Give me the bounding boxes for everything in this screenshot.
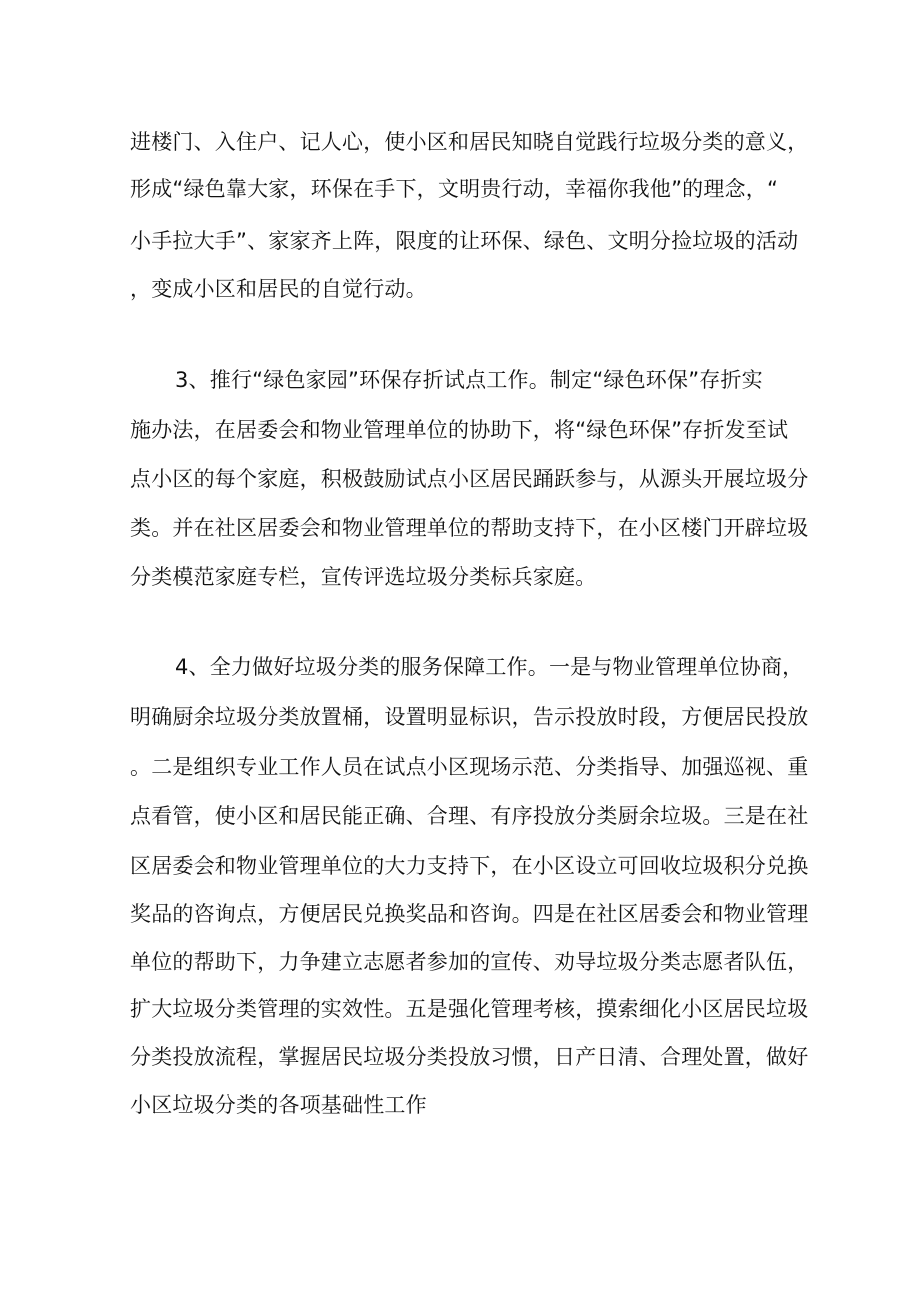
paragraph-2-line-1: 3、推行“绿色家园”环保存折试点工作。制定“绿色环保”存折实: [175, 368, 763, 392]
paragraph-3-line-6: 奖品的咨询点，方便居民兑换奖品和咨询。四是在社区居委会和物业管理: [130, 902, 809, 926]
paragraph-3-line-7: 单位的帮助下，力争建立志愿者参加的宣传、劝导垃圾分类志愿者队伍，: [130, 950, 809, 974]
paragraph-3-line-4: 点看管，使小区和居民能正确、合理、有序投放分类厨余垃圾。三是在社: [130, 804, 809, 828]
paragraph-1-line-2: 形成“绿色靠大家，环保在手下，文明贵行动，幸福你我他”的理念，“: [130, 177, 779, 201]
paragraph-3-line-9: 分类投放流程，掌握居民垃圾分类投放习惯，日产日清、合理处置，做好: [130, 1045, 809, 1069]
paragraph-3-line-1: 4、全力做好垃圾分类的服务保障工作。一是与物业管理单位协商，: [175, 655, 804, 679]
paragraph-3-line-5: 区居委会和物业管理单位的大力支持下，在小区设立可回收垃圾积分兑换: [130, 854, 809, 878]
paragraph-1-line-4: ，变成小区和居民的自觉行动。: [130, 277, 427, 301]
paragraph-2-line-5: 分类模范家庭专栏，宣传评选垃圾分类标兵家庭。: [130, 565, 597, 589]
paragraph-2-line-2: 施办法，在居委会和物业管理单位的协助下，将“绿色环保”存折发至试: [130, 418, 789, 442]
paragraph-3-line-2: 明确厨余垃圾分类放置桶，设置明显标识，告示投放时段，方便居民投放: [130, 705, 809, 729]
paragraph-1-line-1: 进楼门、入住户、记人心，使小区和居民知晓自觉践行垃圾分类的意义，: [130, 130, 809, 154]
paragraph-2-line-4: 类。并在社区居委会和物业管理单位的帮助支持下，在小区楼门开辟垃圾: [130, 516, 809, 540]
paragraph-3-line-10: 小区垃圾分类的各项基础性工作: [130, 1093, 427, 1117]
paragraph-1-line-3: 小手拉大手”、家家齐上阵，限度的让环保、绿色、文明分捡垃圾的活动: [130, 229, 799, 253]
paragraph-3-line-8: 扩大垃圾分类管理的实效性。五是强化管理考核，摸索细化小区居民垃圾: [130, 997, 809, 1021]
paragraph-3-line-3: 。二是组织专业工作人员在试点小区现场示范、分类指导、加强巡视、重: [130, 755, 809, 779]
paragraph-2-line-3: 点小区的每个家庭，积极鼓励试点小区居民踊跃参与，从源头开展垃圾分: [130, 467, 809, 491]
